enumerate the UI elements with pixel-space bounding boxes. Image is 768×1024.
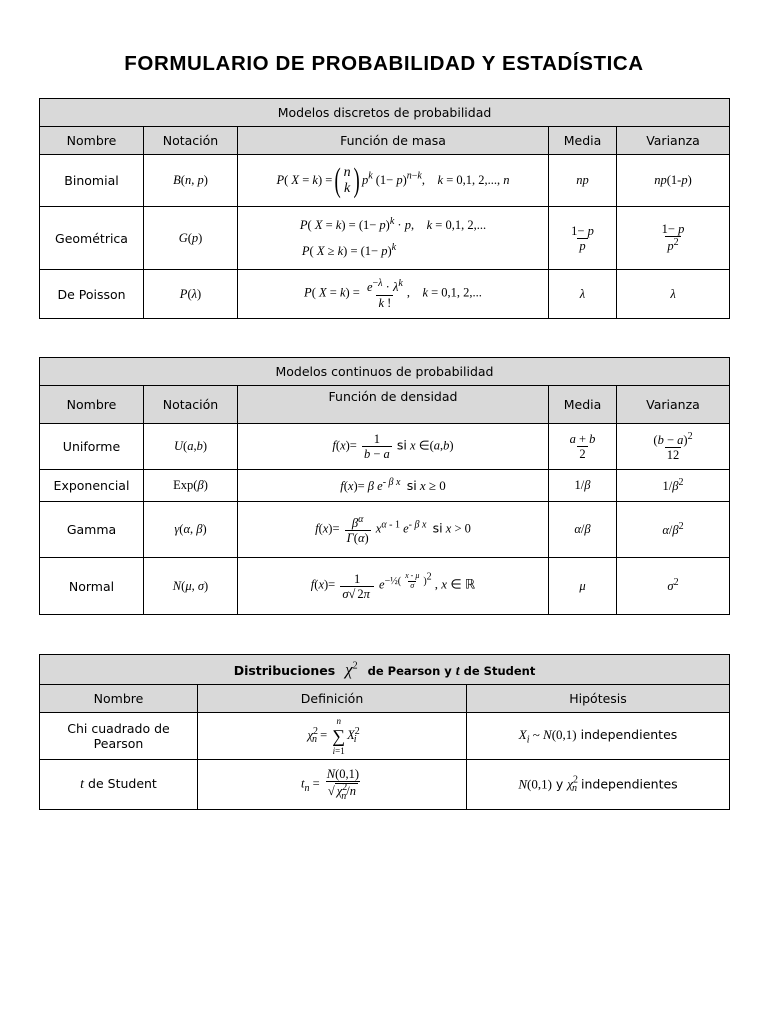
table-row	[40, 155, 730, 207]
variance-poisson: λ	[617, 270, 730, 319]
row-name: Exponencial	[40, 470, 144, 502]
continuous-header: Modelos continuos de probabilidad	[40, 358, 730, 386]
discrete-models-table	[39, 98, 730, 319]
mean-uniforme: $\frac{a + b}{2}$	[549, 424, 617, 470]
row-name: De Poisson	[40, 270, 144, 319]
col-media: Media	[549, 386, 617, 424]
table-row	[40, 270, 730, 319]
table-row	[40, 470, 730, 502]
definition-chi-square: $\chi^2_n$ = n ∑ i=1 $X^2_i$	[198, 713, 467, 760]
row-name: Chi cuadrado de Pearson	[40, 713, 198, 760]
col-varianza: Varianza	[617, 127, 730, 155]
variance-uniforme: $\frac{(b - a)^2}{12}$	[617, 424, 730, 470]
row-name: t de Student	[40, 760, 198, 810]
variance-normal: $\sigma^2$	[617, 558, 730, 615]
col-notacion: Notación	[144, 386, 238, 424]
col-media: Media	[549, 127, 617, 155]
distributions-table	[39, 654, 730, 810]
col-nombre: Nombre	[40, 127, 144, 155]
notation-exponencial: Exp(β)	[144, 470, 238, 502]
col-notacion: Notación	[144, 127, 238, 155]
variance-gamma: $\alpha/\beta^2$	[617, 502, 730, 558]
table-row	[40, 207, 730, 270]
variance-geometrica: $\frac{1- p}{p^2}$	[617, 207, 730, 270]
table-row	[40, 558, 730, 615]
formula-gamma: f(x)= $\frac{\beta^\alpha}{\Gamma(\alpha)}$ $x^{\alpha - 1}$ $e^{- \beta x}$ si x > 0	[238, 502, 549, 558]
table-row	[40, 424, 730, 470]
hypothesis-chi-square: $X_i$ ~ N(0,1) independientes	[467, 713, 730, 760]
col-hipotesis: Hipótesis	[467, 685, 730, 713]
notation-geometrica: G(p)	[144, 207, 238, 270]
definition-t-student: $t_n$ = $\frac{N(0,1)}{√ \chi^2_n/n}$	[198, 760, 467, 810]
formula-uniforme: f(x)= $\frac{1}{b - a}$ si x ∈(a,b)	[238, 424, 549, 470]
variance-binomial: np(1-p)	[617, 155, 730, 207]
col-funcion-masa: Función de masa	[238, 127, 549, 155]
formula-geometrica: P( $X = k) = (1- p)^k \cdot p$, k = 0,1, 2,... P( $X \ge k) = (1- p)^k$	[238, 207, 549, 270]
col-nombre: Nombre	[40, 386, 144, 424]
mean-geometrica: $\frac{1- p}{p}$	[549, 207, 617, 270]
table-row	[40, 502, 730, 558]
row-name: Uniforme	[40, 424, 144, 470]
page-title: FORMULARIO DE PROBABILIDAD Y ESTADÍSTICA	[124, 52, 644, 75]
mean-poisson: λ	[549, 270, 617, 319]
row-name: Normal	[40, 558, 144, 615]
row-name: Geométrica	[40, 207, 144, 270]
col-varianza: Varianza	[617, 386, 730, 424]
formula-normal: f(x)= $\frac{1}{\sigma√ 2\pi}$ $e^{-\frac{1}{2}( \frac{x - \mu}{\sigma} )^2}$ , x ∈ ℝ	[238, 558, 549, 615]
notation-uniforme: U(a,b)	[144, 424, 238, 470]
row-name: Gamma	[40, 502, 144, 558]
mean-normal: μ	[549, 558, 617, 615]
formula-binomial: P( X = k) = ( n k ) $p^k$ $(1- p)^{n-k}$, k = 0,1, 2,..., n	[238, 155, 549, 207]
distributions-header: Distribuciones $\chi^2$ de Pearson y t de Student	[40, 655, 730, 685]
col-funcion-densidad: Función de densidad	[238, 386, 549, 424]
notation-binomial: B(n, p)	[144, 155, 238, 207]
notation-gamma: γ(α, β)	[144, 502, 238, 558]
discrete-header: Modelos discretos de probabilidad	[40, 99, 730, 127]
formula-poisson: P( X = k) = $\frac{e^{-\lambda} \cdot \lambda^k}{k !}$ , k = 0,1, 2,...	[238, 270, 549, 319]
col-definicion: Definición	[198, 685, 467, 713]
notation-normal: N(μ, σ)	[144, 558, 238, 615]
variance-exponencial: $1/\beta^2$	[617, 470, 730, 502]
hypothesis-t-student: N(0,1) y $\chi^2_n$ independientes	[467, 760, 730, 810]
notation-poisson: P(λ)	[144, 270, 238, 319]
formula-exponencial: f(x)= β $e^{- \beta x}$ si x ≥ 0	[238, 470, 549, 502]
table-row	[40, 760, 730, 810]
mean-binomial: np	[549, 155, 617, 207]
continuous-models-table	[39, 357, 730, 615]
mean-exponencial: 1/β	[549, 470, 617, 502]
table-row	[40, 713, 730, 760]
mean-gamma: α/β	[549, 502, 617, 558]
col-nombre: Nombre	[40, 685, 198, 713]
row-name: Binomial	[40, 155, 144, 207]
